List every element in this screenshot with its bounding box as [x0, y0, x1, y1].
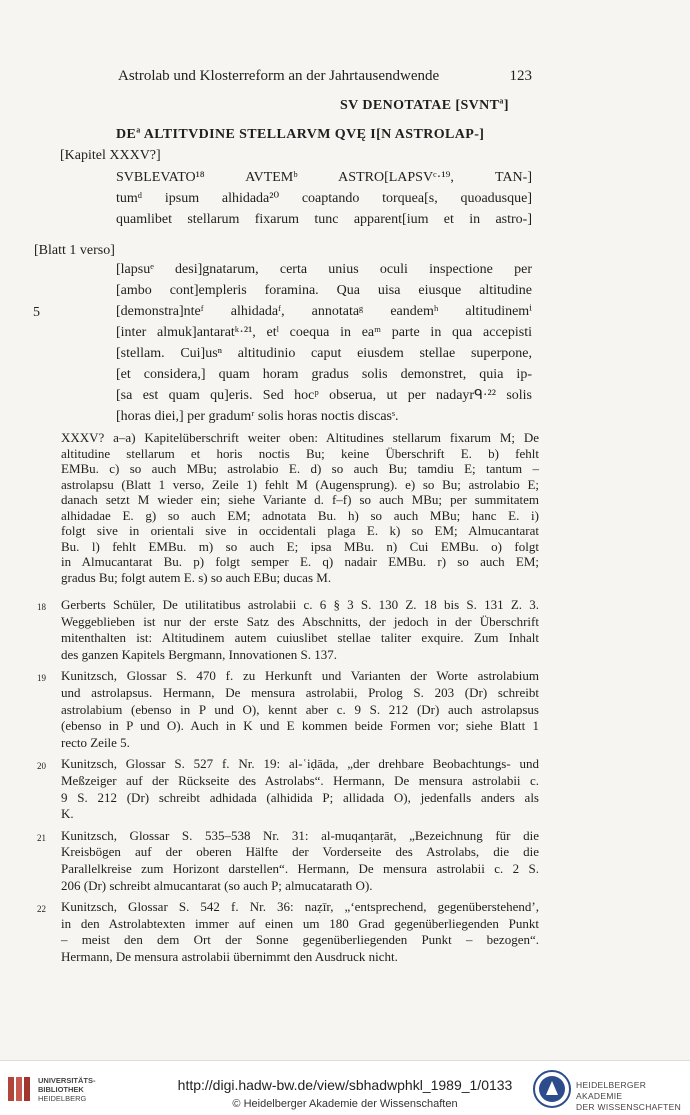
running-header	[118, 68, 532, 85]
copyright-notice: © Heidelberger Akademie der Wissenschaften	[232, 1098, 458, 1110]
footnote-line: in den Astrolabtexten immer auf einen um 180 Grad gegenüberliegenden Punkt	[61, 915, 539, 931]
footnote-number: 22	[37, 904, 46, 915]
main-text-line: [inter almuk]antaratᵏ·²¹, etˡ coequa in eaᵐ parte in qua accepisti	[116, 325, 532, 340]
main-text-line: tumᵈ ipsum alhidada²⁰ coaptando torquea[s, quoadusque]	[116, 191, 532, 206]
apparatus-line: folgt sive in orientali sive in occidentali plaga E. k) so EM; Almucantarat	[61, 523, 539, 538]
footnote-20: 20 Kunitzsch, Glossar S. 527 f. Nr. 19: al-ʿiḍāda, „der drehbare Beobachtungs- und Meßzeiger auf der Rückseite des Astrolabs“. Hermann, De mensura astrolabii c. 9 S. 212 (Dr) schreibt adhidada (alhidida P; allidada O), jedenfalls anders als K.	[37, 756, 539, 822]
apparatus-line: in Almucantarat Bu. p) folgt semper E. q) nadair EMBu. r) so auch EM;	[61, 554, 539, 569]
main-text-line: [et considera,] quam horam gradus solis demonstret, quia ip-	[116, 367, 532, 382]
academy-logo[interactable]: HEIDELBERGER AKADEMIE DER WISSENSCHAFTEN	[532, 1069, 688, 1109]
chapter-label: [Kapitel XXXV?]	[60, 148, 161, 163]
apparatus-line: EMBu. c) so auch MBu; astrolabio E. d) so auch Bu; tamdiu E; tantum –	[61, 461, 539, 476]
main-text-line: [demonstra]nteᶠ alhidadaᶠ, annotataᵍ eandemʰ altitudinemⁱ	[116, 304, 532, 319]
main-text-line: [horas diei,] per gradumʳ solis horas noctis discasˢ.	[116, 409, 399, 424]
main-text-line: SVBLEVATO¹⁸ AVTEMᵇ ASTRO[LAPSVᶜ·¹⁹, TAN-]	[116, 170, 532, 185]
apparatus-line: danach setzt M wieder ein; siehe Variante d. f–f) so auch MBu; per summitatem	[61, 492, 539, 507]
permalink-url[interactable]: http://digi.hadw-bw.de/view/sbhadwphkl_1989_1/0133	[177, 1077, 513, 1093]
main-text-line: quamlibet stellarum fixarum tunc apparent[ium et in astro-]	[116, 212, 532, 227]
apparatus-line: alhidadae E. g) so auch EM; adnotata Bu. h) so auch MBu; hanc E. i)	[61, 507, 539, 523]
apparatus-line: Bu. l) fehlt EMBu. m) so auch E; ipsa MBu. n) Cui EMBu. o) folgt	[61, 538, 539, 554]
footnote-line: Hermann, De mensura astrolabii übernimmt den Ausdruck nicht.	[61, 948, 398, 964]
footnote-line: – meist den dem Ort der Sonne gegenüberliegenden Punkt – bezogen“.	[61, 932, 539, 948]
main-text-line: [ambo cont]empleris foramina. Qua uisa eiusque altitudine	[116, 283, 532, 298]
footnote-22	[0, 899, 690, 965]
footnote-18: 18 Gerberts Schüler, De utilitatibus astrolabii c. 6 § 3 S. 130 Z. 18 bis S. 131 Z. 3. Weggeblieben ist nur der erste Satz des Abschnitts, der jedoch in der Überschrift mitenthalten ist: Altitudinem autem cuiuslibet stellae taliter exquire. Zum Inhalt des ganzen Kapitels Bergmann, Innovationen S. 137.	[37, 597, 539, 662]
footnote-line: Kunitzsch, Glossar S. 542 f. Nr. 36: naẓīr, „‘entsprechend, gegenüberstehend’,	[61, 899, 539, 915]
apparatus-line: astrolapsu (Blatt 1 verso, Zeile 1) fehlt M (Augensprung). e) so Bu; astrolabio E;	[61, 476, 539, 492]
chapter-heading-line-2: $DE^a$ ALTITVDINE STELLARVM QVĘ I[N ASTROLAP-]	[116, 125, 485, 142]
apparatus-line: gradus Bu; folgt autem E. s) so auch EBu; ducas M.	[61, 569, 332, 585]
running-title: Astrolab und Klosterreform an der Jahrtausendwende	[118, 68, 440, 84]
folio-label: [Blatt 1 verso]	[34, 243, 115, 258]
main-text-line: [lapsuᵉ desi]gnatarum, certa unius oculi inspectione per	[116, 262, 532, 277]
line-number: 5	[33, 305, 40, 320]
main-text-line: [stellam. Cui]usⁿ altitudinio caput eiusdem stellae superpone,	[116, 346, 532, 361]
main-text-line: [sa est quam qu]eris. Sed hocᵖ obserua, ut per nadayrᑫ·²² solis	[116, 388, 532, 403]
chapter-heading-line-1: SV DENOTATAE [SVNT$^a$]	[340, 96, 509, 113]
apparatus-line: XXXV? a–a) Kapitelüberschrift weiter oben: Altitudines stellarum fixarum M; De	[61, 430, 539, 445]
university-library-logo[interactable]: UNIVERSITÄTS- BIBLIOTHEK HEIDELBERG	[6, 1069, 118, 1109]
page-number: 123	[509, 68, 532, 84]
footnote-21: 21 Kunitzsch, Glossar S. 535–538 Nr. 31: al-muqanṭarāt, „Bezeichnung für die Kreisbögen auf der oberen Hälfte der Vorderseite des Astrolabs, die die Parallelkreise zum Horizont darstellen“. Hermann, De mensura astrolabii c. 2 S. 206 (Dr) schreibt almucantarat (so auch P; almucatarath O).	[37, 827, 539, 893]
academy-emblem-icon	[532, 1069, 572, 1109]
footnote-19: 19 Kunitzsch, Glossar S. 470 f. zu Herkunft und Varianten der Worte astrolabium und astrolapsus. Hermann, De mensura astrolabii, Prolog S. 203 (Dr) schreibt astrolabium (ebenso in P und O), kennt aber c. 9 S. 212 (Dr) auch astrolapsus (ebenso in P und O). Auch in K und E kommen beide Formen vor; siehe Blatt 1 recto Zeile 5.	[37, 668, 539, 750]
digitization-footer	[0, 1060, 690, 1115]
apparatus-line: altitudine stellarum et horis noctis Bu; keine Überschrift E. b) fehlt	[61, 445, 539, 461]
